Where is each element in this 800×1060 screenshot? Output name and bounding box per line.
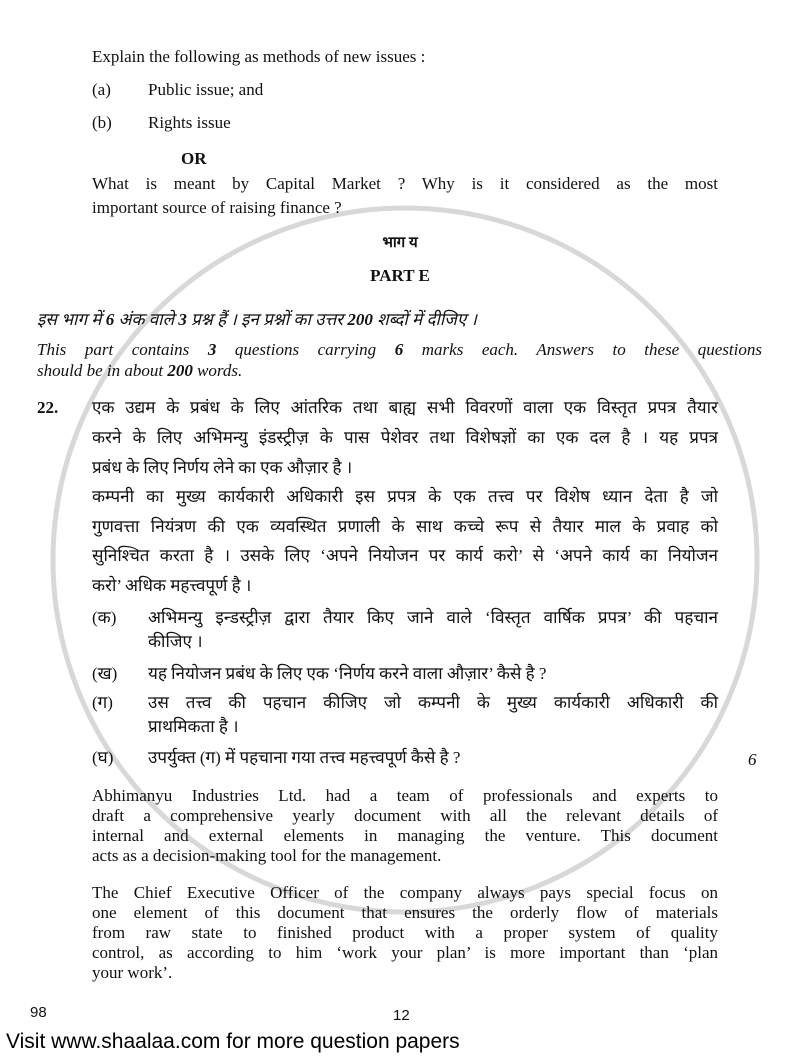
or-label: OR: [181, 149, 207, 168]
english-paragraph-line: draft a comprehensive yearly document with all the relevant details of: [92, 806, 718, 825]
sub-question-label: (ख): [92, 664, 118, 683]
sub-question-label: (घ): [92, 748, 114, 767]
q21-item-label: (b): [92, 113, 112, 132]
sub-question-text: अभिमन्यु इन्डस्ट्रीज़ द्वारा तैयार किए जाने वाले ‘विस्तृत वार्षिक प्रपत्र’ की पहचान: [148, 608, 718, 627]
part-hindi-title: भाग य: [382, 235, 418, 251]
part-english-instructions: should be in about 200 words.: [37, 361, 243, 380]
hindi-paragraph-line: करो’ अधिक महत्त्वपूर्ण है ।: [92, 575, 252, 595]
q21-alt-line: important source of raising finance ?: [92, 198, 342, 217]
hindi-paragraph-line: प्रबंध के लिए निर्णय लेने का एक औज़ार है ।: [92, 458, 353, 477]
q21-item-text: Public issue; and: [148, 80, 264, 99]
sub-question-label: (ग): [92, 693, 113, 712]
paper-code: 98: [30, 1004, 47, 1021]
hindi-paragraph-line: एक उद्यम के प्रबंध के लिए आंतरिक तथा बाह्य सभी विवरणों वाला एक विस्तृत प्रपत्र तैयार: [92, 398, 718, 417]
q21-item-text: Rights issue: [148, 113, 231, 132]
sub-question-text: प्राथमिकता है ।: [148, 717, 239, 736]
english-paragraph-line: your work’.: [92, 963, 173, 982]
english-paragraph-line: from raw state to finished product with a proper system of quality: [92, 923, 718, 942]
english-paragraph-line: The Chief Executive Officer of the company always pays special focus on: [92, 883, 718, 902]
q21-item-label: (a): [92, 80, 111, 99]
page-number: 12: [393, 1007, 410, 1024]
sub-question-text: यह नियोजन प्रबंध के लिए एक ‘निर्णय करने वाला औज़ार’ कैसे है ?: [148, 664, 547, 683]
sub-question-text: उस तत्त्व की पहचान कीजिए जो कम्पनी के मुख्य कार्यकारी अधिकारी की: [148, 693, 718, 712]
sub-question-label: (क): [92, 608, 117, 627]
english-paragraph-line: acts as a decision-making tool for the management.: [92, 846, 442, 865]
footer-visit-link[interactable]: Visit www.shaalaa.com for more question papers: [6, 1030, 460, 1053]
sub-question-text: उपर्युक्त (ग) में पहचाना गया तत्त्व महत्त्वपूर्ण कैसे है ?: [148, 748, 461, 767]
question-number: 22.: [37, 398, 59, 417]
part-english-instructions: This part contains 3 questions carrying 6 marks each. Answers to these questions: [37, 340, 762, 359]
english-paragraph-line: internal and external elements in managing the venture. This document: [92, 826, 718, 845]
hindi-paragraph-line: सुनिश्चित करता है । उसके लिए ‘अपने नियोजन पर कार्य करो’ से ‘अपने कार्य का नियोजन: [92, 546, 718, 565]
english-paragraph-line: control, as according to him ‘work your plan’ is more important than ‘plan: [92, 943, 718, 962]
part-title: PART E: [370, 266, 430, 285]
hindi-paragraph-line: गुणवत्ता नियंत्रण की एक व्यवस्थित प्रणाली के साथ कच्चे रूप से तैयार माल के प्रवाह को: [92, 516, 718, 536]
english-paragraph-line: Abhimanyu Industries Ltd. had a team of professionals and experts to: [92, 786, 718, 805]
part-hindi-instructions: इस भाग में 6 अंक वाले 3 प्रश्न हैं । इन प्रश्नों का उत्तर 200 शब्दों में दीजिए ।: [37, 310, 477, 329]
hindi-paragraph-line: करने के लिए अभिमन्यु इंडस्ट्रीज़ के पास पेशेवर तथा विशेषज्ञों का एक दल है । यह प्रपत्र: [92, 428, 718, 447]
hindi-paragraph-line: कम्पनी का मुख्य कार्यकारी अधिकारी इस प्रपत्र के एक तत्त्व पर विशेष ध्यान देता है जो: [92, 487, 718, 506]
q21-alt-line: What is meant by Capital Market ? Why is it considered as the most: [92, 174, 718, 193]
marks: 6: [748, 750, 757, 769]
english-paragraph-line: one element of this document that ensures the orderly flow of materials: [92, 903, 718, 922]
q21-prompt: Explain the following as methods of new issues :: [92, 47, 426, 66]
sub-question-text: कीजिए ।: [148, 632, 203, 651]
